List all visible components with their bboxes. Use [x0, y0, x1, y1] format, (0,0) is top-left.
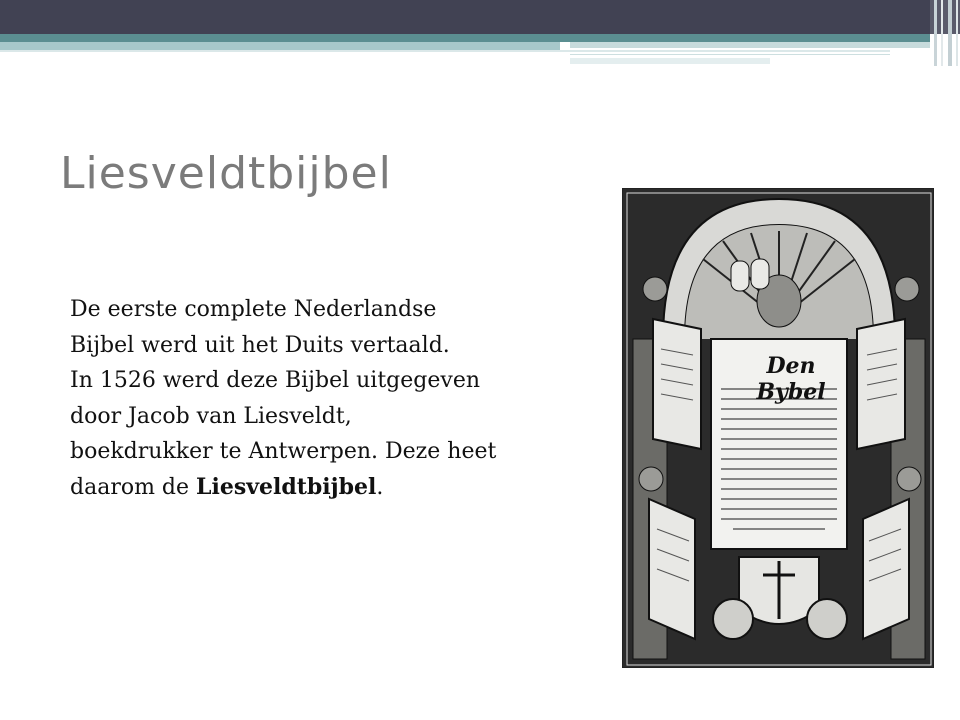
theme-light-band [0, 42, 560, 50]
body-line: door Jacob van Liesveldt, [70, 403, 352, 429]
theme-thin-line [0, 50, 890, 52]
body-line: boekdrukker te Antwerpen. Deze heet [70, 439, 497, 464]
theme-top-bar [0, 0, 930, 34]
woodcut-illustration [623, 189, 934, 668]
theme-vertical-stripe [948, 0, 952, 66]
body-line-suffix: . [376, 474, 384, 500]
theme-vertical-stripe [941, 0, 943, 66]
bible-title-page-image [622, 188, 934, 668]
theme-thin-line [570, 58, 770, 64]
theme-teal-band [0, 34, 930, 42]
slide-body-text [70, 292, 610, 505]
body-line: In 1526 werd deze Bijbel uitgegeven [70, 368, 481, 393]
body-line: De eerste complete Nederlandse [70, 297, 437, 322]
slide-title: Liesveldtbijbel [60, 148, 392, 199]
theme-light-band-right [570, 42, 930, 48]
theme-thin-line [570, 54, 890, 55]
body-line-last [70, 470, 610, 506]
plate-title: Den Bybel [756, 353, 826, 405]
theme-vertical-stripe [956, 0, 958, 66]
bible-name-bold: Liesveldtbijbel [196, 473, 377, 500]
theme-vertical-stripe [934, 0, 937, 66]
body-line-prefix: daarom de [70, 474, 197, 500]
body-line: Bijbel werd uit het Duits vertaald. [70, 332, 450, 358]
